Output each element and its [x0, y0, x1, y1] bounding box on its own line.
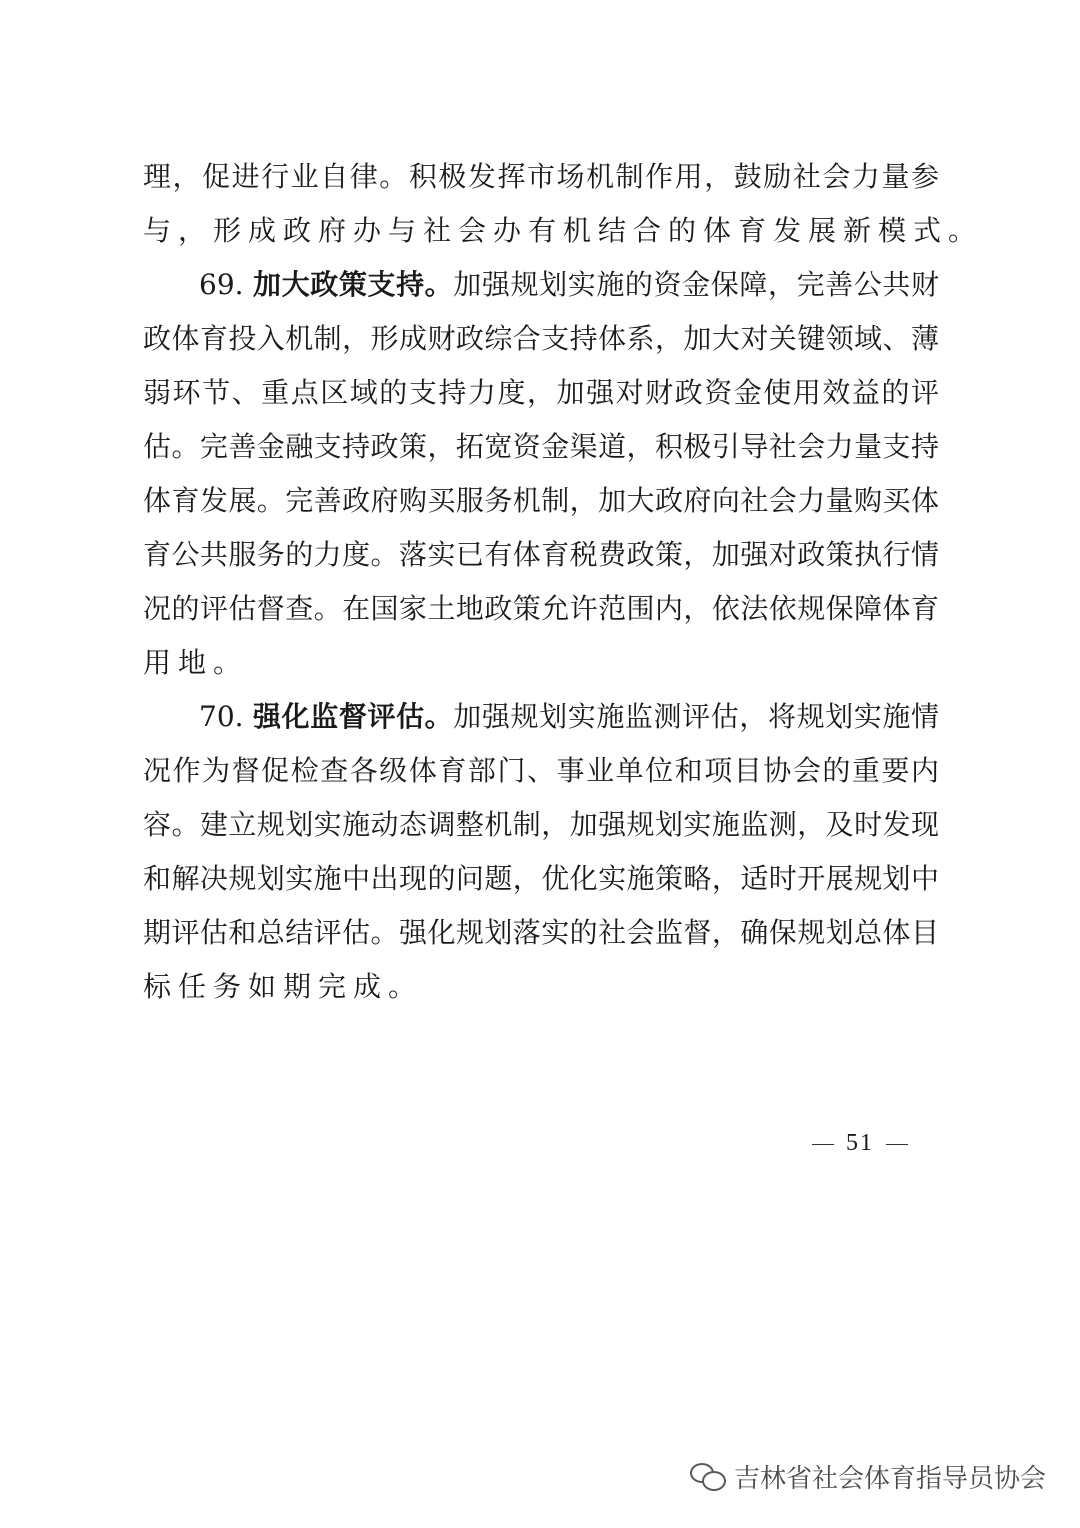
- dash-right: [886, 1144, 908, 1145]
- page-number-value: 51: [846, 1130, 874, 1156]
- item-heading: 强化监督评估。: [253, 700, 454, 733]
- watermark: [690, 1456, 1046, 1496]
- item-number: 70.: [199, 700, 244, 733]
- watermark-text: 吉林省社会体育指导员协会: [733, 1463, 1046, 1494]
- text-line: 政体育投入机制，形成财政综合支持体系，加大对关键领域、薄: [143, 322, 939, 355]
- text-line: 标任务如期完成。: [143, 970, 424, 1003]
- text-line: 估。完善金融支持政策，拓宽资金渠道，积极引导社会力量支持: [143, 430, 939, 463]
- page-number: [800, 1130, 920, 1157]
- wechat-icon: [690, 1461, 726, 1491]
- body-text: [143, 150, 984, 1014]
- text-line: 弱环节、重点区域的支持力度，加强对财政资金使用效益的评: [143, 376, 939, 409]
- text-line-item-69: [143, 258, 939, 312]
- text-line: 期评估和总结评估。强化规划落实的社会监督，确保规划总体目: [143, 916, 939, 949]
- text-line: 理，促进行业自律。积极发挥市场机制作用，鼓励社会力量参: [143, 160, 939, 193]
- item-text: 加强规划实施的资金保障，完善公共财: [453, 268, 939, 301]
- text-line: 容。建立规划实施动态调整机制，加强规划实施监测，及时发现: [143, 808, 939, 841]
- item-number: 69.: [199, 268, 244, 301]
- item-text: 加强规划实施监测评估，将规划实施情: [453, 700, 939, 733]
- text-line: 育公共服务的力度。落实已有体育税费政策，加强对政策执行情: [143, 538, 939, 571]
- text-line: 与，形成政府办与社会办有机结合的体育发展新模式。: [143, 214, 984, 247]
- text-line: 用地。: [143, 646, 249, 679]
- text-line: 况作为督促检查各级体育部门、事业单位和项目协会的重要内: [143, 754, 939, 787]
- text-line: 和解决规划实施中出现的问题，优化实施策略，适时开展规划中: [143, 862, 939, 895]
- text-line-item-70: [143, 690, 939, 744]
- dash-left: [812, 1144, 834, 1145]
- text-line: 况的评估督查。在国家土地政策允许范围内，依法依规保障体育: [143, 592, 939, 625]
- text-line: 体育发展。完善政府购买服务机制，加大政府向社会力量购买体: [143, 484, 939, 517]
- item-heading: 加大政策支持。: [253, 268, 454, 301]
